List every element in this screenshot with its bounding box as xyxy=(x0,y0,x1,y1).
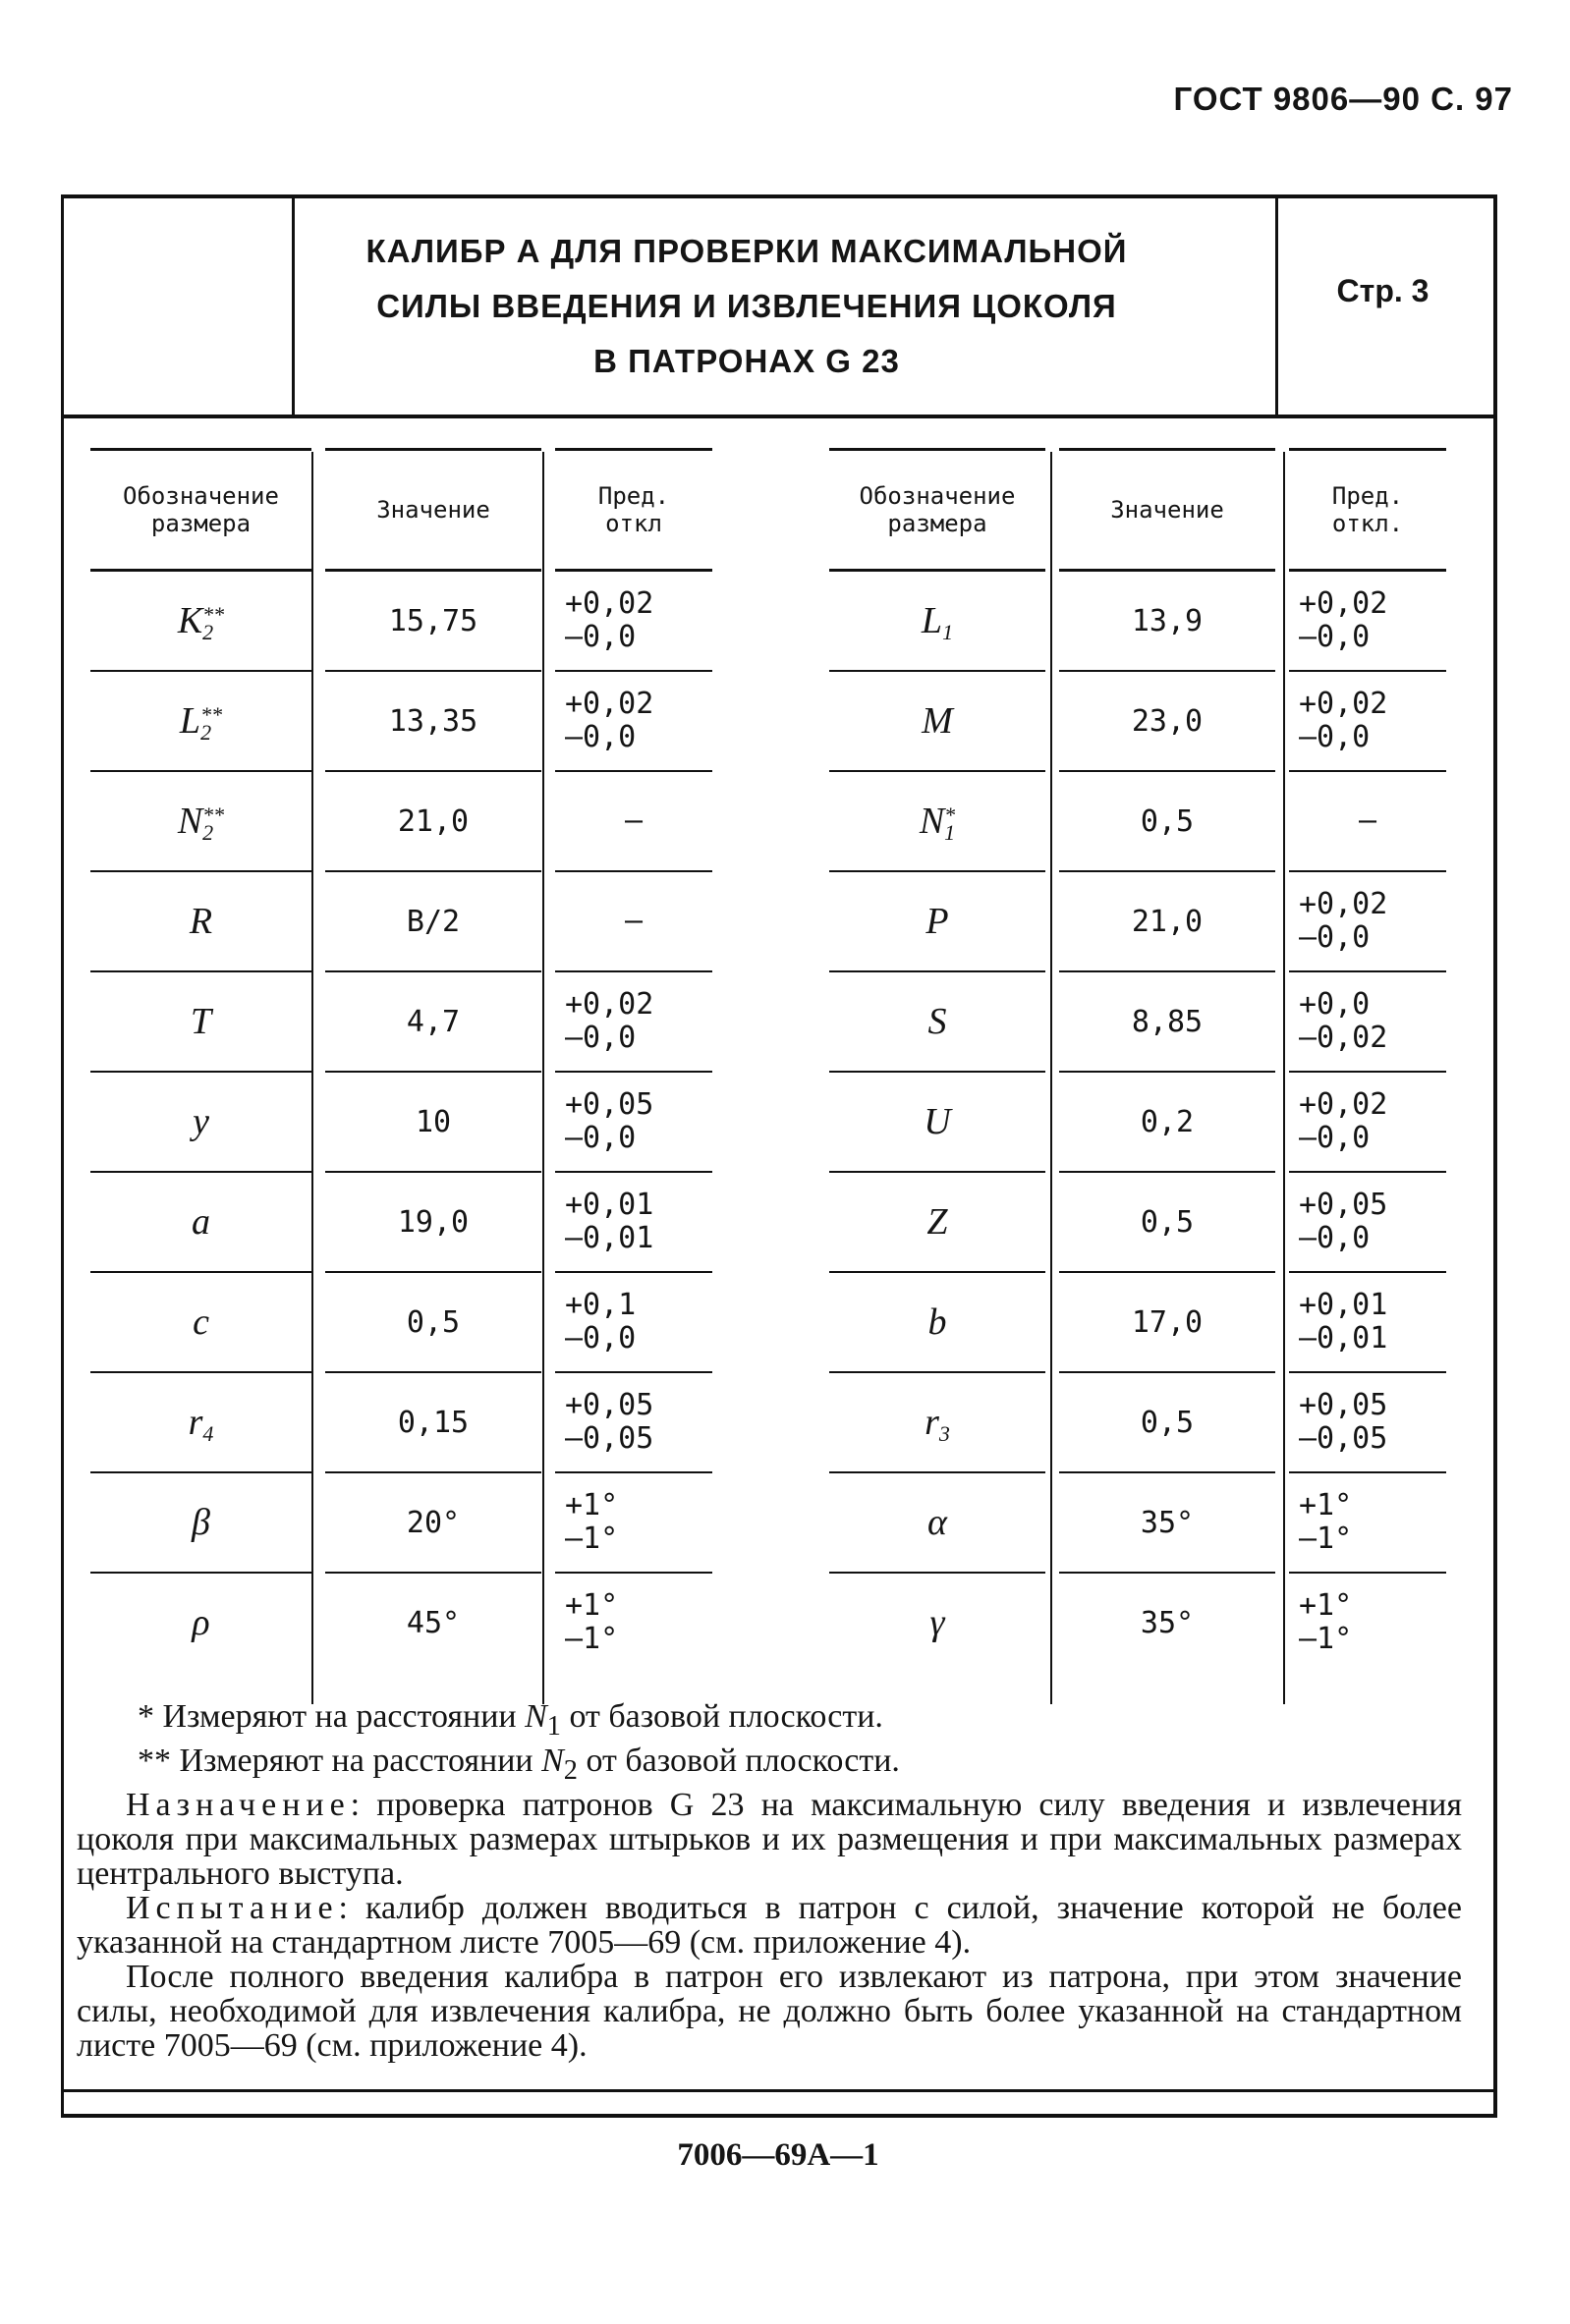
tolerance-upper: +0,01 xyxy=(1299,1288,1388,1322)
size-tolerance xyxy=(555,1574,712,1672)
size-designation xyxy=(829,1473,1045,1574)
header-line: Обозначение xyxy=(123,482,279,510)
test-label: Испытание xyxy=(126,1889,339,1926)
footer-separator xyxy=(64,2089,1493,2092)
designation-symbol: U xyxy=(924,1101,951,1142)
column-header-designation xyxy=(829,448,1045,572)
size-designation xyxy=(90,672,311,772)
tolerance-upper: +1° xyxy=(565,1488,619,1522)
size-designation xyxy=(829,572,1045,672)
tolerance-lower: —1° xyxy=(1299,1522,1353,1556)
size-designation xyxy=(829,1273,1045,1373)
size-tolerance xyxy=(1289,1273,1446,1373)
designation-sub: 2 xyxy=(200,720,212,746)
tolerance-lower: —1° xyxy=(565,1522,619,1556)
header-line: откл. xyxy=(1331,510,1404,537)
title-separator xyxy=(64,415,1493,418)
header-line: Пред. xyxy=(1331,482,1404,510)
tolerance-upper: +1° xyxy=(1299,1588,1353,1623)
designation-indices xyxy=(944,802,956,846)
title-line: СИЛЫ ВВЕДЕНИЯ И ИЗВЛЕЧЕНИЯ ЦОКОЛЯ xyxy=(376,288,1117,324)
footnote-text: от базовой плоскости. xyxy=(569,1698,883,1735)
size-value: 17,0 xyxy=(1059,1273,1275,1373)
designation-indices xyxy=(202,602,225,645)
header-line: размера xyxy=(887,510,987,537)
designation-sup: * xyxy=(944,802,956,828)
tolerance-upper: +0,02 xyxy=(565,987,654,1022)
size-tolerance xyxy=(555,672,712,772)
size-value: 0,2 xyxy=(1059,1073,1275,1173)
size-designation xyxy=(90,1373,311,1473)
table-row xyxy=(829,1073,1446,1173)
column-header-value: Значение xyxy=(325,448,541,572)
table-row xyxy=(90,872,712,972)
footnote-sub: 1 xyxy=(546,1710,561,1742)
column-rule xyxy=(1283,452,1285,1704)
designation-sub: 1 xyxy=(944,820,956,846)
size-tolerance xyxy=(1289,572,1446,672)
extraction-paragraph: После полного введения калибра в патрон его извлекают из патрона, при этом значение силы, необходимой для извлечения калибра, не должно быть более указанной на стандартном листе 7005—69 (см. приложение 4). xyxy=(77,1958,1462,2064)
designation-symbol: M xyxy=(922,700,953,742)
designation-sup: ** xyxy=(202,802,225,828)
size-value: 0,5 xyxy=(325,1273,541,1373)
tolerance-lower: —0,0 xyxy=(1299,1221,1371,1255)
tolerance-lower: —0,0 xyxy=(1299,1121,1371,1155)
tolerance-upper: +1° xyxy=(565,1588,619,1623)
title-line: В ПАТРОНАХ G 23 xyxy=(593,343,900,379)
size-tolerance xyxy=(555,1173,712,1273)
designation-sup: ** xyxy=(200,702,223,728)
size-value: 19,0 xyxy=(325,1173,541,1273)
designation-symbol: ρ xyxy=(192,1602,210,1643)
tolerance-lower: —1° xyxy=(565,1622,619,1656)
footnote-mark: * xyxy=(138,1698,154,1735)
column-rule xyxy=(542,452,544,1704)
sheet-number: Стр. 3 xyxy=(1336,273,1430,308)
size-value: 21,0 xyxy=(325,772,541,872)
tolerance-upper: +0,02 xyxy=(1299,1087,1388,1122)
designation-indices xyxy=(938,1408,950,1447)
tolerance-lower: —0,01 xyxy=(1299,1321,1388,1356)
footnote-text: Измеряют на расстоянии xyxy=(179,1742,533,1779)
size-designation xyxy=(829,672,1045,772)
size-value: 21,0 xyxy=(1059,872,1275,972)
designation-symbol: S xyxy=(927,1001,947,1042)
designation-symbol: y xyxy=(193,1101,209,1142)
purpose-text: : проверка патронов G 23 на максимальную силу введения и извлечения цоколя при максимальных размерах штырьков и их размещения и при максимальных размерах центрального выступа. xyxy=(77,1786,1462,1892)
tolerance-upper: +0,01 xyxy=(565,1188,654,1222)
table-row xyxy=(90,1574,712,1672)
size-designation xyxy=(829,772,1045,872)
designation-sub: 4 xyxy=(202,1421,214,1447)
size-designation xyxy=(829,1073,1045,1173)
designation-symbol: L xyxy=(179,700,201,742)
tolerance-lower: —0,0 xyxy=(565,720,637,754)
size-tolerance xyxy=(555,772,712,872)
size-tolerance xyxy=(555,572,712,672)
size-value: 10 xyxy=(325,1073,541,1173)
size-tolerance xyxy=(1289,1574,1446,1672)
designation-sub: 3 xyxy=(938,1421,950,1447)
size-value: 23,0 xyxy=(1059,672,1275,772)
tolerance-upper: +0,02 xyxy=(565,687,654,721)
table-body-left xyxy=(90,572,712,1672)
tolerance-upper: +0,02 xyxy=(1299,687,1388,721)
tolerance-upper: — xyxy=(624,803,644,838)
tolerance-lower: —0,0 xyxy=(565,620,637,654)
size-value: 35° xyxy=(1140,1605,1195,1640)
sheet-title xyxy=(295,224,1199,389)
column-header-tolerance xyxy=(1289,448,1446,572)
designation-symbol: T xyxy=(190,1001,212,1042)
designation-symbol: c xyxy=(193,1301,209,1343)
footnote-2 xyxy=(77,1743,1462,1788)
designation-symbol: Z xyxy=(926,1201,948,1243)
tolerance-upper: +0,05 xyxy=(565,1388,654,1422)
title-line: КАЛИБР А ДЛЯ ПРОВЕРКИ МАКСИМАЛЬНОЙ xyxy=(365,233,1128,269)
size-value: B/2 xyxy=(325,872,541,972)
designation-symbol: R xyxy=(189,901,213,942)
footnote-var: N xyxy=(525,1698,547,1735)
header-line: Обозначение xyxy=(859,482,1016,510)
size-value: 0,15 xyxy=(325,1373,541,1473)
tolerance-upper: — xyxy=(1358,803,1377,838)
table-row xyxy=(90,1273,712,1373)
table-row xyxy=(90,672,712,772)
tolerance-lower: —0,05 xyxy=(565,1421,654,1456)
tolerance-upper: +0,1 xyxy=(565,1288,637,1322)
designation-symbol: L xyxy=(921,600,943,641)
designation-symbol: N xyxy=(919,801,945,842)
table-row xyxy=(90,1073,712,1173)
page-header: ГОСТ 9806—90 С. 97 xyxy=(1173,81,1513,117)
tolerance-lower: —0,0 xyxy=(565,1121,637,1155)
size-value: 8,85 xyxy=(1059,972,1275,1073)
size-value: 0,5 xyxy=(1059,1373,1275,1473)
table-row xyxy=(829,1173,1446,1273)
designation-symbol: N xyxy=(177,801,203,842)
designation-symbol: γ xyxy=(929,1602,945,1643)
size-designation xyxy=(829,972,1045,1073)
tolerance-upper: +0,05 xyxy=(1299,1388,1388,1422)
designation-symbol: b xyxy=(927,1301,947,1343)
tolerance-upper: +1° xyxy=(1299,1488,1353,1522)
tolerance-lower: —0,0 xyxy=(565,1021,637,1055)
size-tolerance xyxy=(555,972,712,1073)
purpose-label: Назначение xyxy=(126,1786,351,1823)
test-text: : калибр должен вводиться в патрон с силой, значение которой не более указанной на стандартном листе 7005—69 (см. приложение 4). xyxy=(77,1889,1462,1961)
designation-indices xyxy=(202,802,225,846)
size-designation xyxy=(829,1373,1045,1473)
tolerance-lower: —1° xyxy=(1299,1622,1353,1656)
footnote-var: N xyxy=(541,1742,564,1779)
tolerance-lower: —0,05 xyxy=(1299,1421,1388,1456)
footnote-text: от базовой плоскости. xyxy=(586,1742,900,1779)
designation-indices xyxy=(942,606,954,645)
table-row xyxy=(829,1574,1446,1672)
test-paragraph xyxy=(77,1891,1462,1960)
size-value: 45° xyxy=(406,1605,461,1640)
size-tolerance xyxy=(555,1373,712,1473)
size-designation xyxy=(90,1073,311,1173)
footnote-mark: ** xyxy=(138,1742,171,1779)
tolerance-upper: +0,0 xyxy=(1299,987,1371,1022)
size-designation xyxy=(90,772,311,872)
size-tolerance xyxy=(1289,972,1446,1073)
table-row xyxy=(90,572,712,672)
designation-sub: 1 xyxy=(942,620,954,645)
size-designation xyxy=(829,872,1045,972)
tolerance-upper: +0,02 xyxy=(565,586,654,621)
table-row xyxy=(90,972,712,1073)
footnote-1 xyxy=(77,1699,1462,1743)
column-header-value: Значение xyxy=(1059,448,1275,572)
size-value: 0,5 xyxy=(1059,1173,1275,1273)
designation-symbol: β xyxy=(192,1502,210,1543)
designation-sup: ** xyxy=(202,602,225,628)
size-tolerance xyxy=(1289,1073,1446,1173)
designation-symbol: α xyxy=(927,1502,947,1543)
tolerance-upper: +0,02 xyxy=(1299,887,1388,921)
tolerance-lower: —0,0 xyxy=(565,1321,637,1356)
tolerance-lower: —0,02 xyxy=(1299,1021,1388,1055)
table-row xyxy=(829,1373,1446,1473)
size-designation xyxy=(829,1574,1045,1672)
table-row xyxy=(90,1373,712,1473)
designation-symbol: P xyxy=(925,901,949,942)
size-tolerance xyxy=(1289,672,1446,772)
size-designation xyxy=(90,872,311,972)
table-row xyxy=(829,972,1446,1073)
table-row xyxy=(829,572,1446,672)
size-designation xyxy=(90,1574,311,1672)
table-row xyxy=(829,872,1446,972)
tolerance-lower: —0,01 xyxy=(565,1221,654,1255)
designation-symbol: r xyxy=(188,1402,203,1443)
purpose-paragraph xyxy=(77,1788,1462,1891)
header-line: размера xyxy=(150,510,252,537)
dimensions-table-right xyxy=(815,448,1460,1672)
size-value: 20° xyxy=(325,1473,541,1574)
size-value: 35° xyxy=(1059,1473,1275,1574)
size-value: 4,7 xyxy=(325,972,541,1073)
header-line: откл xyxy=(605,510,662,537)
tolerance-lower: —0,0 xyxy=(1299,620,1371,654)
size-value: 0,5 xyxy=(1059,772,1275,872)
designation-sub: 2 xyxy=(202,820,214,846)
table-row xyxy=(90,1473,712,1574)
tolerance-upper: +0,02 xyxy=(1299,586,1388,621)
size-value: 13,35 xyxy=(325,672,541,772)
header-line: Пред. xyxy=(597,482,670,510)
size-tolerance xyxy=(555,872,712,972)
footnote-text: Измеряют на расстоянии xyxy=(162,1698,517,1735)
table-row xyxy=(829,1273,1446,1373)
size-designation xyxy=(90,1273,311,1373)
designation-symbol: a xyxy=(192,1201,210,1243)
table-body-right xyxy=(829,572,1446,1672)
designation-symbol: K xyxy=(177,600,203,641)
tolerance-lower: —0,0 xyxy=(1299,920,1371,955)
size-tolerance xyxy=(555,1473,712,1574)
tolerance-upper: +0,05 xyxy=(1299,1188,1388,1222)
sheet-footer: 7006—69А—1 xyxy=(677,2137,879,2173)
size-designation xyxy=(90,572,311,672)
column-rule xyxy=(311,452,313,1704)
designation-indices xyxy=(202,1408,214,1447)
size-designation xyxy=(829,1173,1045,1273)
column-header-tolerance xyxy=(555,448,712,572)
size-tolerance xyxy=(555,1273,712,1373)
column-header-designation xyxy=(90,448,311,572)
size-value: 15,75 xyxy=(325,572,541,672)
table-row xyxy=(90,1173,712,1273)
dimensions-table-left xyxy=(77,448,726,1672)
table-row xyxy=(829,772,1446,872)
designation-symbol: r xyxy=(925,1402,939,1443)
column-rule xyxy=(1050,452,1052,1704)
size-designation xyxy=(90,972,311,1073)
size-designation xyxy=(90,1473,311,1574)
size-tolerance xyxy=(1289,872,1446,972)
tolerance-upper: — xyxy=(624,904,644,938)
designation-indices xyxy=(200,702,223,746)
footnote-sub: 2 xyxy=(563,1754,578,1786)
size-tolerance xyxy=(555,1073,712,1173)
notes-block xyxy=(77,1699,1462,2063)
designation-sub: 2 xyxy=(202,620,214,645)
tolerance-lower: —0,0 xyxy=(1299,720,1371,754)
size-designation xyxy=(90,1173,311,1273)
size-tolerance xyxy=(1289,1473,1446,1574)
tolerance-upper: +0,05 xyxy=(565,1087,654,1122)
table-row xyxy=(829,1473,1446,1574)
table-row xyxy=(90,772,712,872)
size-tolerance xyxy=(1289,1173,1446,1273)
table-row xyxy=(829,672,1446,772)
size-value: 13,9 xyxy=(1059,572,1275,672)
size-tolerance xyxy=(1289,772,1446,872)
size-tolerance xyxy=(1289,1373,1446,1473)
